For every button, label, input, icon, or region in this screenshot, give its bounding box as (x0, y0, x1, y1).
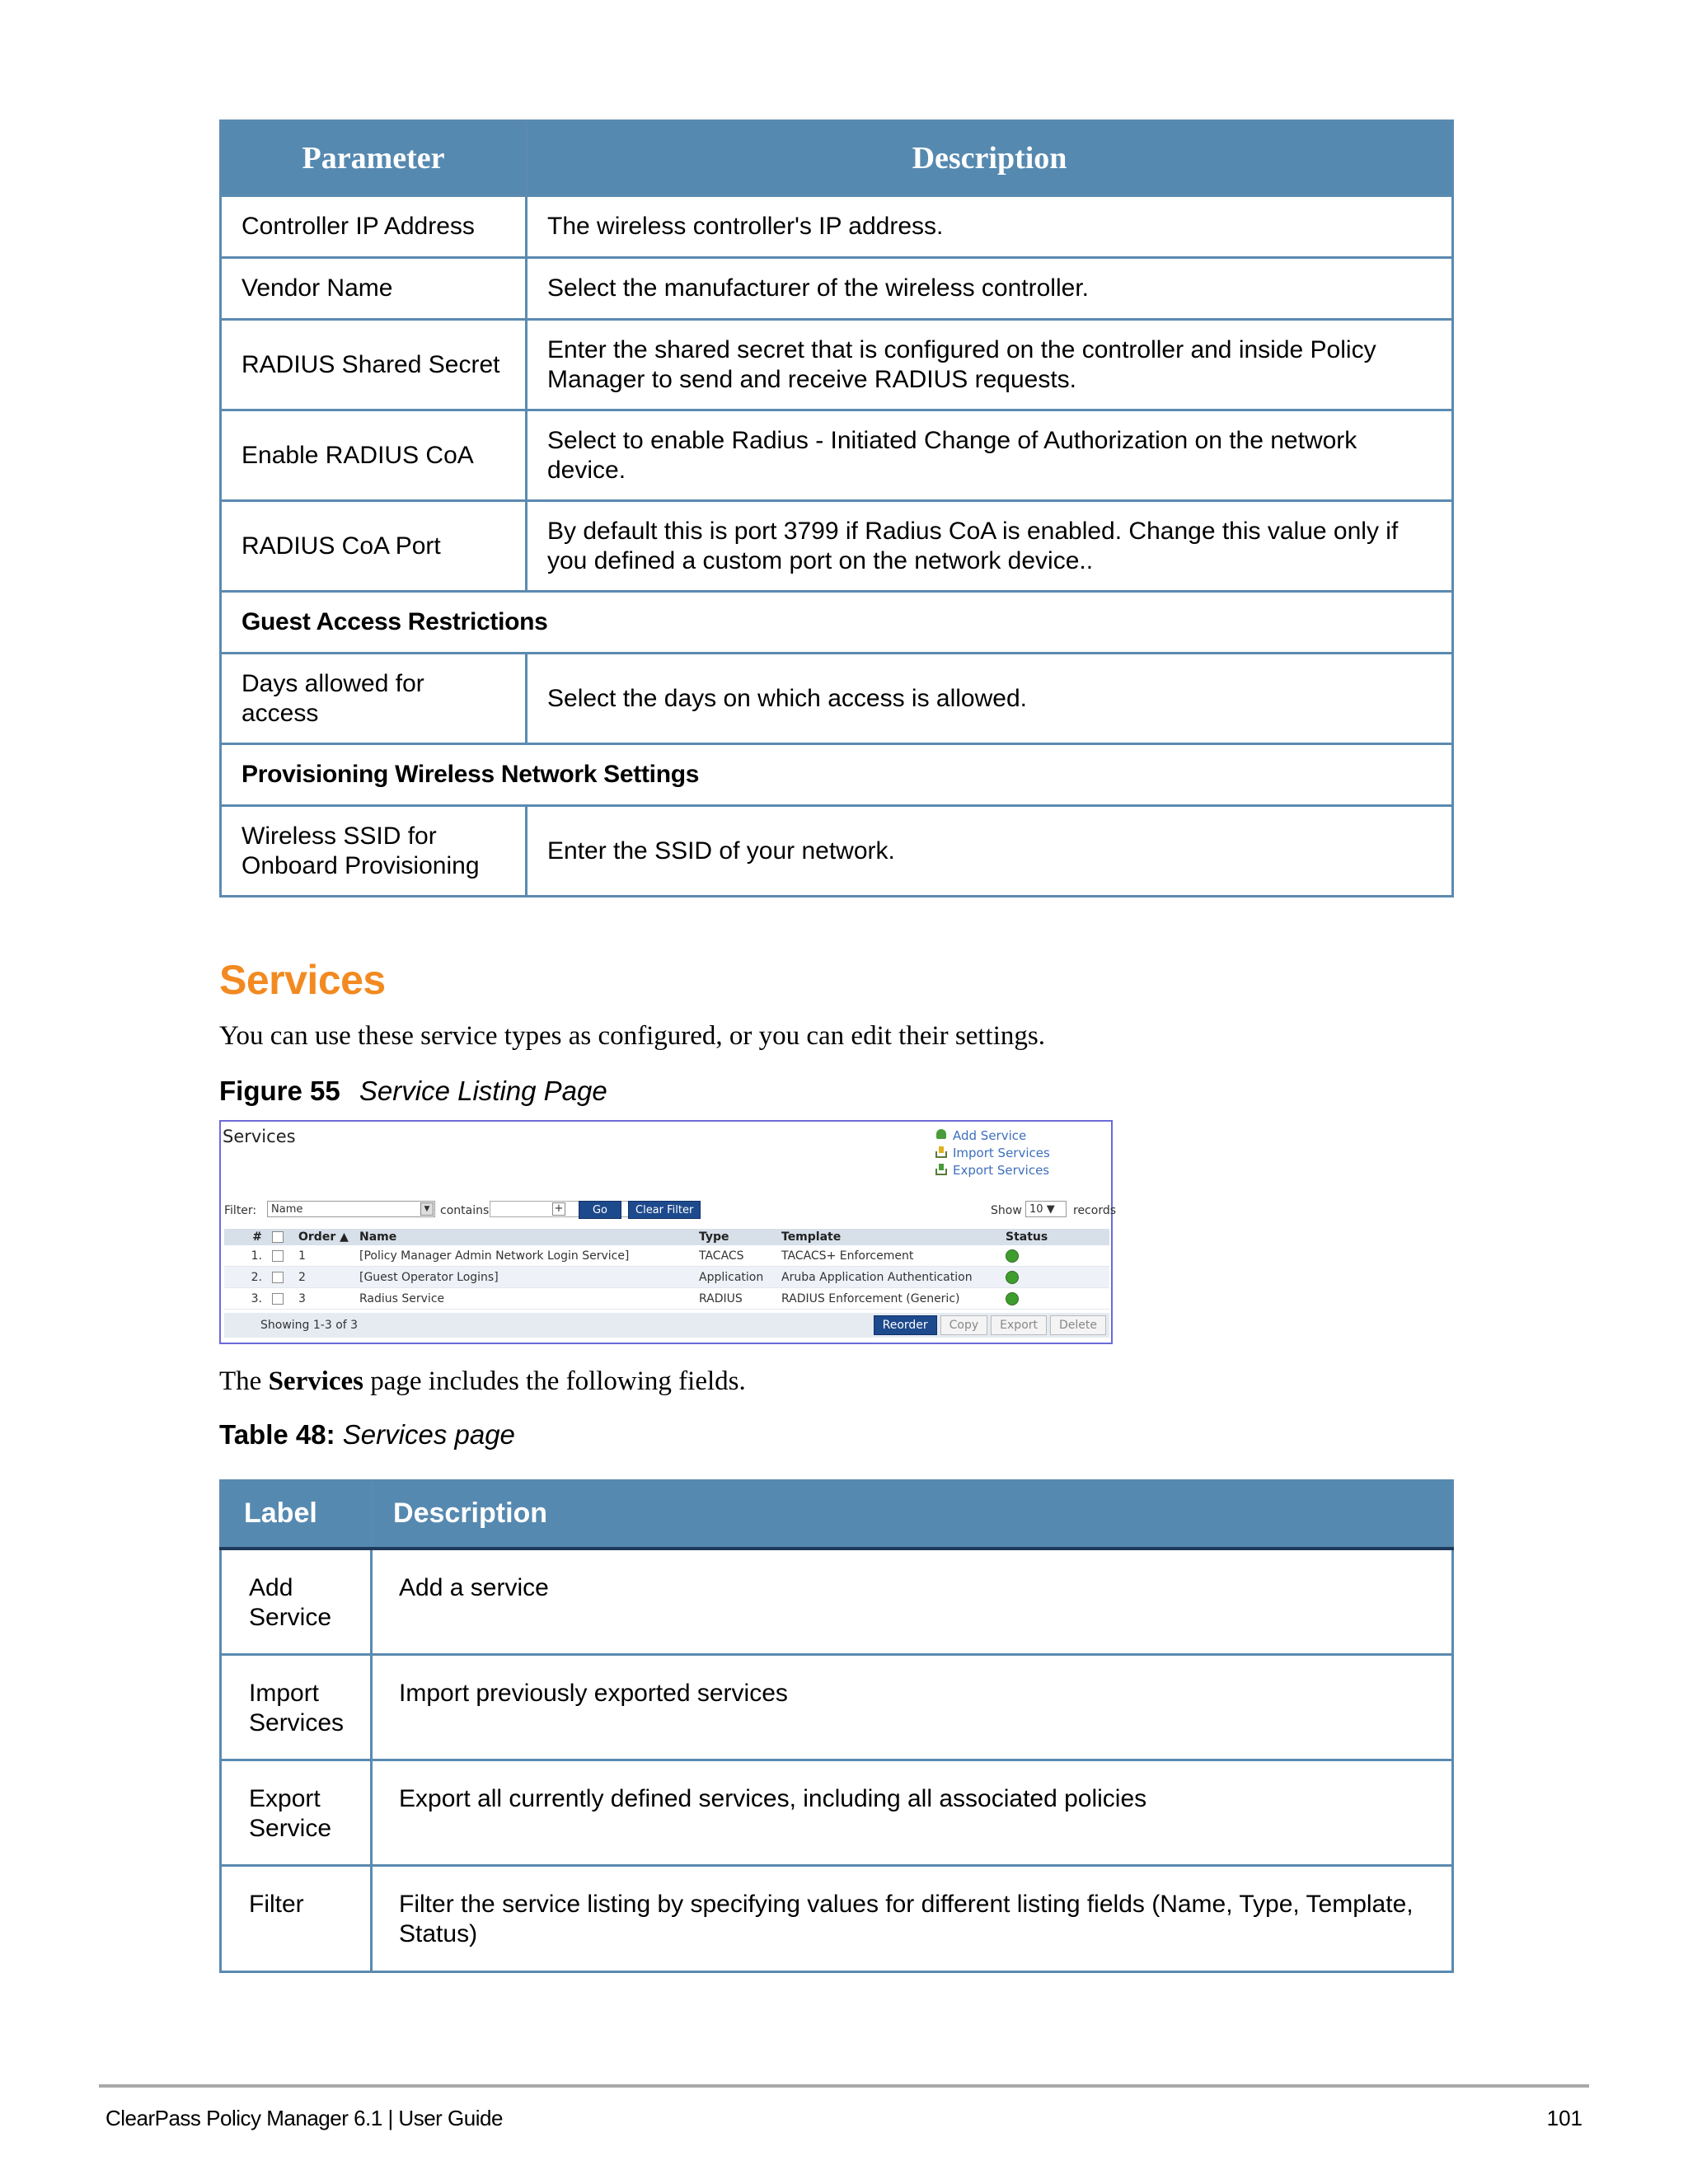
export-services-label: Export Services (953, 1162, 1050, 1178)
figure-label: Figure 55 (219, 1076, 340, 1106)
filter-bar (224, 1201, 1117, 1221)
add-service-link[interactable] (935, 1127, 1050, 1144)
label-cell: Add Service (221, 1549, 372, 1655)
add-service-icon (935, 1129, 949, 1141)
row-name[interactable]: [Guest Operator Logins] (354, 1267, 694, 1288)
parameter-cell: Controller IP Address (221, 196, 527, 258)
description-cell: By default this is port 3799 if Radius CoA is enabled. Change this value only if you defined a custom port on the network device.. (527, 501, 1453, 592)
fields-intro (219, 1366, 746, 1397)
column-header-status[interactable]: Status (1001, 1229, 1109, 1245)
description-cell: Filter the service listing by specifying values for different listing fields (Name, Type, Template, Status) (372, 1866, 1453, 1972)
row-number: 1. (224, 1245, 267, 1267)
checkbox[interactable] (272, 1293, 284, 1305)
footer-divider (99, 2084, 1589, 2088)
footer-title: ClearPass Policy Manager 6.1 | User Guide (106, 2106, 503, 2130)
filter-field-value: Name (271, 1203, 303, 1216)
description-cell: Select to enable Radius - Initiated Change of Authorization on the network device. (527, 410, 1453, 501)
description-cell: Select the days on which access is allowed. (527, 654, 1453, 744)
table-row (221, 1760, 1453, 1866)
table-row (221, 1655, 1453, 1760)
description-header: Description (372, 1479, 1453, 1549)
grid-actions (874, 1315, 1106, 1335)
row-template: RADIUS Enforcement (Generic) (776, 1288, 1001, 1310)
label-cell: Export Service (221, 1760, 372, 1866)
row-type: RADIUS (694, 1288, 776, 1310)
copy-button[interactable]: Copy (940, 1315, 988, 1335)
row-status (1001, 1288, 1109, 1310)
add-filter-icon[interactable]: + (552, 1202, 565, 1216)
show-label: Show (991, 1204, 1022, 1217)
reorder-button[interactable]: Reorder (874, 1315, 937, 1335)
services-heading: Services (219, 957, 386, 1003)
checkbox[interactable] (272, 1250, 284, 1262)
fields-intro-bold: Services (268, 1366, 364, 1396)
select-all-checkbox[interactable] (267, 1229, 293, 1245)
table-row (221, 1549, 1453, 1655)
parameter-cell: Vendor Name (221, 258, 527, 320)
status-enabled-icon (1006, 1249, 1019, 1263)
parameter-cell: RADIUS Shared Secret (221, 320, 527, 410)
filter-operator: contains (440, 1204, 490, 1217)
row-type: TACACS (694, 1245, 776, 1267)
parameter-header: Parameter (221, 121, 527, 196)
table-row (221, 654, 1453, 744)
table-row (221, 320, 1453, 410)
checkbox[interactable] (272, 1272, 284, 1283)
service-listing-screenshot (219, 1120, 1117, 1344)
fields-intro-suffix: page includes the following fields. (363, 1366, 746, 1396)
row-order: 2 (293, 1267, 354, 1288)
table-row[interactable] (224, 1245, 1109, 1267)
services-grid (224, 1229, 1109, 1310)
row-status (1001, 1245, 1109, 1267)
description-cell: Enter the SSID of your network. (527, 806, 1453, 897)
import-services-label: Import Services (953, 1145, 1050, 1160)
description-cell: Import previously exported services (372, 1655, 1453, 1760)
column-header-name[interactable]: Name (354, 1229, 694, 1245)
row-number: 2. (224, 1267, 267, 1288)
export-services-link[interactable] (935, 1161, 1050, 1179)
table-caption (219, 1419, 515, 1451)
chevron-down-icon: ▼ (420, 1202, 434, 1216)
records-label: records (1073, 1204, 1117, 1217)
go-button[interactable]: Go (579, 1201, 621, 1219)
row-template: Aruba Application Authentication (776, 1267, 1001, 1288)
description-header: Description (527, 121, 1453, 196)
description-cell: Add a service (372, 1549, 1453, 1655)
description-cell: Export all currently defined services, including all associated policies (372, 1760, 1453, 1866)
section-heading-provisioning: Provisioning Wireless Network Settings (221, 744, 1453, 806)
filter-label: Filter: (224, 1204, 257, 1217)
row-name[interactable]: Radius Service (354, 1288, 694, 1310)
status-enabled-icon (1006, 1292, 1019, 1305)
row-number: 3. (224, 1288, 267, 1310)
figure-title: Service Listing Page (359, 1076, 607, 1106)
row-template: TACACS+ Enforcement (776, 1245, 1001, 1267)
column-header-type[interactable]: Type (694, 1229, 776, 1245)
description-cell: Enter the shared secret that is configured on the controller and inside Policy Manager to send and receive RADIUS requests. (527, 320, 1453, 410)
records-per-page-select[interactable] (1025, 1201, 1067, 1217)
table-row (221, 258, 1453, 320)
section-heading-guest: Guest Access Restrictions (221, 592, 1453, 654)
table-row (221, 410, 1453, 501)
checkbox[interactable] (272, 1231, 284, 1243)
page-number: 101 (1546, 2106, 1582, 2130)
filter-field-select[interactable] (267, 1201, 435, 1217)
services-intro: You can use these service types as configured, or you can edit their settings. (219, 1021, 1045, 1051)
records-per-page-value: 10 (1029, 1203, 1043, 1216)
row-order: 3 (293, 1288, 354, 1310)
fields-intro-prefix: The (219, 1366, 269, 1396)
label-cell: Import Services (221, 1655, 372, 1760)
column-header-order[interactable]: Order ▲ (293, 1229, 354, 1245)
status-enabled-icon (1006, 1271, 1019, 1284)
table-caption-label: Table 48: (219, 1419, 335, 1450)
import-icon (935, 1146, 949, 1159)
row-checkbox-cell[interactable] (267, 1245, 293, 1267)
row-type: Application (694, 1267, 776, 1288)
chevron-down-icon: ▼ (1046, 1203, 1055, 1216)
parameter-cell: Days allowed for access (221, 654, 527, 744)
row-order: 1 (293, 1245, 354, 1267)
add-service-label: Add Service (953, 1127, 1027, 1143)
import-services-link[interactable] (935, 1144, 1050, 1161)
services-fields-table (219, 1479, 1454, 1973)
table-caption-title: Services page (342, 1419, 515, 1450)
showing-count: Showing 1-3 of 3 (260, 1319, 359, 1332)
table-row (221, 806, 1453, 897)
table-row (221, 501, 1453, 592)
delete-button[interactable]: Delete (1050, 1315, 1106, 1335)
section-row (221, 744, 1453, 806)
parameter-table (219, 120, 1454, 898)
parameter-cell: Enable RADIUS CoA (221, 410, 527, 501)
figure-caption (219, 1076, 607, 1107)
column-header-template[interactable]: Template (776, 1229, 1001, 1245)
service-actions (935, 1127, 1050, 1179)
row-name[interactable]: [Policy Manager Admin Network Login Service] (354, 1245, 694, 1267)
parameter-cell: RADIUS CoA Port (221, 501, 527, 592)
grid-footer (224, 1313, 1109, 1338)
parameter-cell: Wireless SSID for Onboard Provisioning (221, 806, 527, 897)
section-row (221, 592, 1453, 654)
description-cell: The wireless controller's IP address. (527, 196, 1453, 258)
label-cell: Filter (221, 1866, 372, 1972)
row-status (1001, 1267, 1109, 1288)
clear-filter-button[interactable]: Clear Filter (628, 1201, 701, 1219)
table-row (221, 196, 1453, 258)
table-row[interactable] (224, 1288, 1109, 1310)
description-cell: Select the manufacturer of the wireless controller. (527, 258, 1453, 320)
row-checkbox-cell[interactable] (267, 1267, 293, 1288)
column-header-number: # (224, 1229, 267, 1245)
screenshot-title: Services (223, 1127, 296, 1146)
table-row (221, 1866, 1453, 1972)
table-row[interactable] (224, 1267, 1109, 1288)
label-header: Label (221, 1479, 372, 1549)
row-checkbox-cell[interactable] (267, 1288, 293, 1310)
export-icon (935, 1164, 949, 1176)
export-button[interactable]: Export (991, 1315, 1047, 1335)
